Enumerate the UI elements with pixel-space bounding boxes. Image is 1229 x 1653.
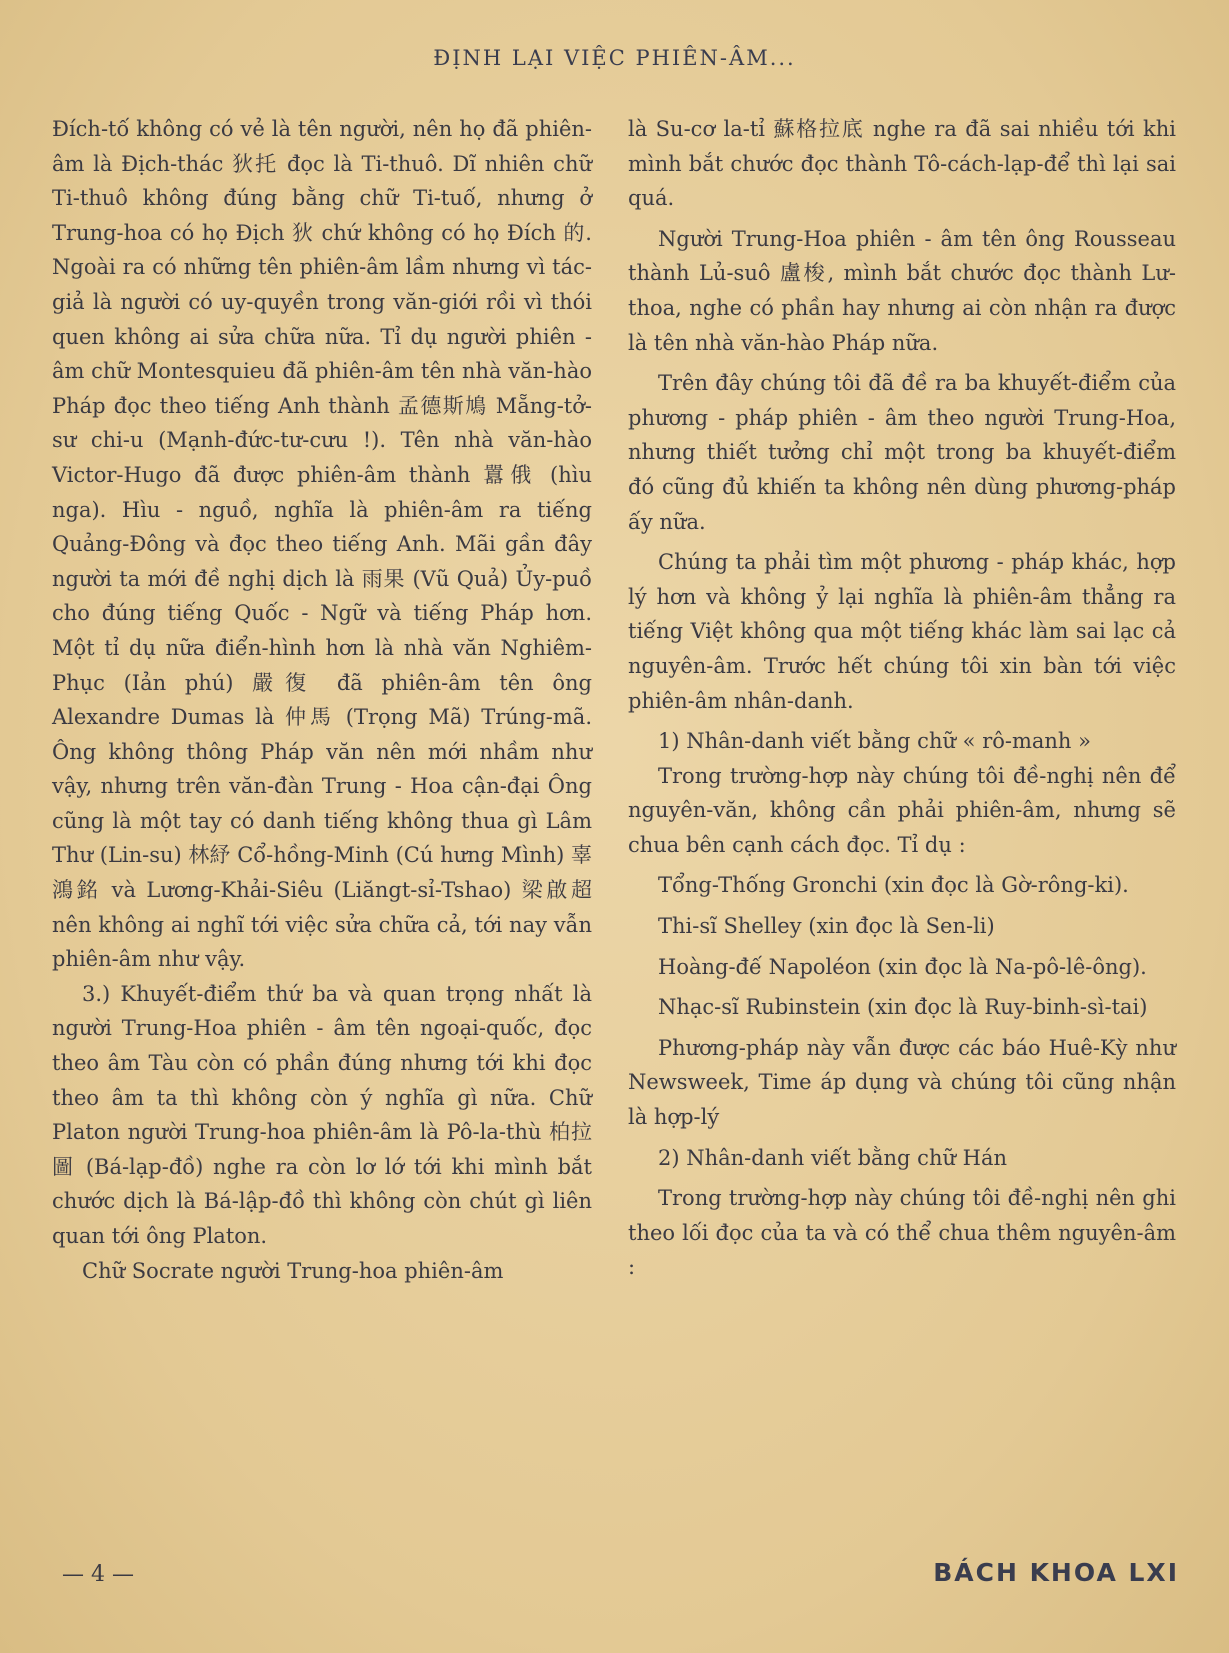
left-column: [52, 112, 592, 1288]
right-column: [628, 112, 1176, 1285]
paragraph: Đích-tố không có vẻ là tên người, nên họ đã phiên-âm là Địch-thác 狄托 đọc là Ti-thuô. Dĩ nhiên chữ Ti-thuô không đúng bằng chữ Ti-tuố, nhưng ở Trung-hoa có họ Địch 狄 chứ không có họ Đích 的. Ngoài ra có những tên phiên-âm lầm nhưng vì tác-giả là người có uy-quyền trong văn-giới rồi vì thói quen không ai sửa chữa nữa. Tỉ dụ người phiên - âm chữ Montesquieu đã phiên-âm tên nhà văn-hào Pháp đọc theo tiếng Anh thành 孟德斯鳩 Mẵng-tở-sư chi-u (Mạnh-đức-tư-cưu !). Tên nhà văn-hào Victor-Hugo đã được phiên-âm thành 囂俄 (hìu nga). Hìu - nguồ, nghĩa là phiên-âm ra tiếng Quảng-Đông và đọc theo tiếng Anh. Mãi gần đây người ta mới đề nghị dịch là 雨果 (Vũ Quả) Ủy-puồ cho đúng tiếng Quốc - Ngữ và tiếng Pháp hơn. Một tỉ dụ nữa điển-hình hơn là nhà văn Nghiêm-Phục (Iản phú) 嚴復 đã phiên-âm tên ông Alexandre Dumas là 仲馬 (Trọng Mã) Trúng-mã. Ông không thông Pháp văn nên mới nhầm như vậy, nhưng trên văn-đàn Trung - Hoa cận-đại Ông cũng là một tay có danh tiếng không thua gì Lâm Thư (Lin-su) 林紓 Cổ-hồng-Minh (Cú hưng Mình) 辜鴻銘 và Lương-Khải-Siêu (Liăngt-sỉ-Tshao) 梁啟超 nên không ai nghĩ tới việc sửa chữa cả, tới nay vẫn phiên-âm như vậy.: [52, 117, 592, 972]
paragraph: Trên đây chúng tôi đã đề ra ba khuyết-điểm của phương - pháp phiên - âm theo người Trung-Hoa, nhưng thiết tưởng chỉ một trong ba khuyết-điểm đó cũng đủ khiến ta không nên dùng phương-pháp ấy nữa.: [628, 371, 1176, 534]
paragraph: Trong trường-hợp này chúng tôi đề-nghị nên ghi theo lối đọc của ta và có thể chua thêm nguyên-âm :: [628, 1186, 1176, 1280]
example-item: Tổng-Thống Gronchi (xin đọc là Gờ-rông-ki).: [658, 873, 1129, 898]
section-heading: 2) Nhân-danh viết bằng chữ Hán: [658, 1145, 1008, 1170]
section-heading: 1) Nhân-danh viết bằng chữ « rô-manh »: [658, 729, 1091, 754]
page-header: ĐỊNH LẠI VIỆC PHIÊN-ÂM...: [433, 46, 796, 70]
example-item: Nhạc-sĩ Rubinstein (xin đọc là Ruy-binh-sì-tai): [658, 995, 1148, 1020]
paragraph: Chữ Socrate người Trung-hoa phiên-âm: [82, 1258, 504, 1283]
paragraph: Trong trường-hợp này chúng tôi đề-nghị nên để nguyên-văn, không cần phải phiên-âm, nhưng sẽ chua bên cạnh cách đọc. Tỉ dụ :: [628, 763, 1176, 857]
paragraph: là Su-cơ la-tỉ 蘇格拉底 nghe ra đã sai nhiều tới khi mình bắt chước đọc thành Tô-cách-lạp-để thì lại sai quá.: [628, 117, 1176, 211]
paragraph: Chúng ta phải tìm một phương - pháp khác, hợp lý hơn và không ỷ lại nghĩa là phiên-âm thẳng ra tiếng Việt không qua một tiếng khác làm sai lạc cả nguyên-âm. Trước hết chúng tôi xin bàn tới việc phiên-âm nhân-danh.: [628, 550, 1176, 713]
paragraph: Người Trung-Hoa phiên - âm tên ông Rousseau thành Lủ-suô 盧梭, mình bắt chước đọc thành Lư-thoa, nghe có phần hay nhưng ai còn nhận ra được là tên nhà văn-hào Pháp nữa.: [628, 226, 1176, 355]
page-number: — 4 —: [62, 1562, 134, 1587]
magazine-name: BÁCH KHOA LXI: [933, 1558, 1179, 1587]
paragraph: 3.) Khuyết-điểm thứ ba và quan trọng nhất là người Trung-Hoa phiên - âm tên ngoại-quốc, đọc theo âm Tàu còn có phần đúng nhưng tới khi đọc theo âm ta thì không còn ý nghĩa gì nữa. Chữ Platon người Trung-hoa phiên-âm là Pô-la-thù 柏拉圖 (Bá-lạp-đồ) nghe ra còn lơ lớ tới khi mình bắt chước dịch là Bá-lập-đồ thì không còn chút gì liên quan tới ông Platon.: [52, 981, 592, 1248]
example-item: Thi-sĩ Shelley (xin đọc là Sen-li): [658, 914, 995, 939]
example-item: Hoàng-đế Napoléon (xin đọc là Na-pô-lê-ông).: [658, 954, 1147, 979]
paragraph: Phương-pháp này vẫn được các báo Huê-Kỳ như Newsweek, Time áp dụng và chúng tôi cũng nhận là hợp-lý: [628, 1035, 1176, 1130]
